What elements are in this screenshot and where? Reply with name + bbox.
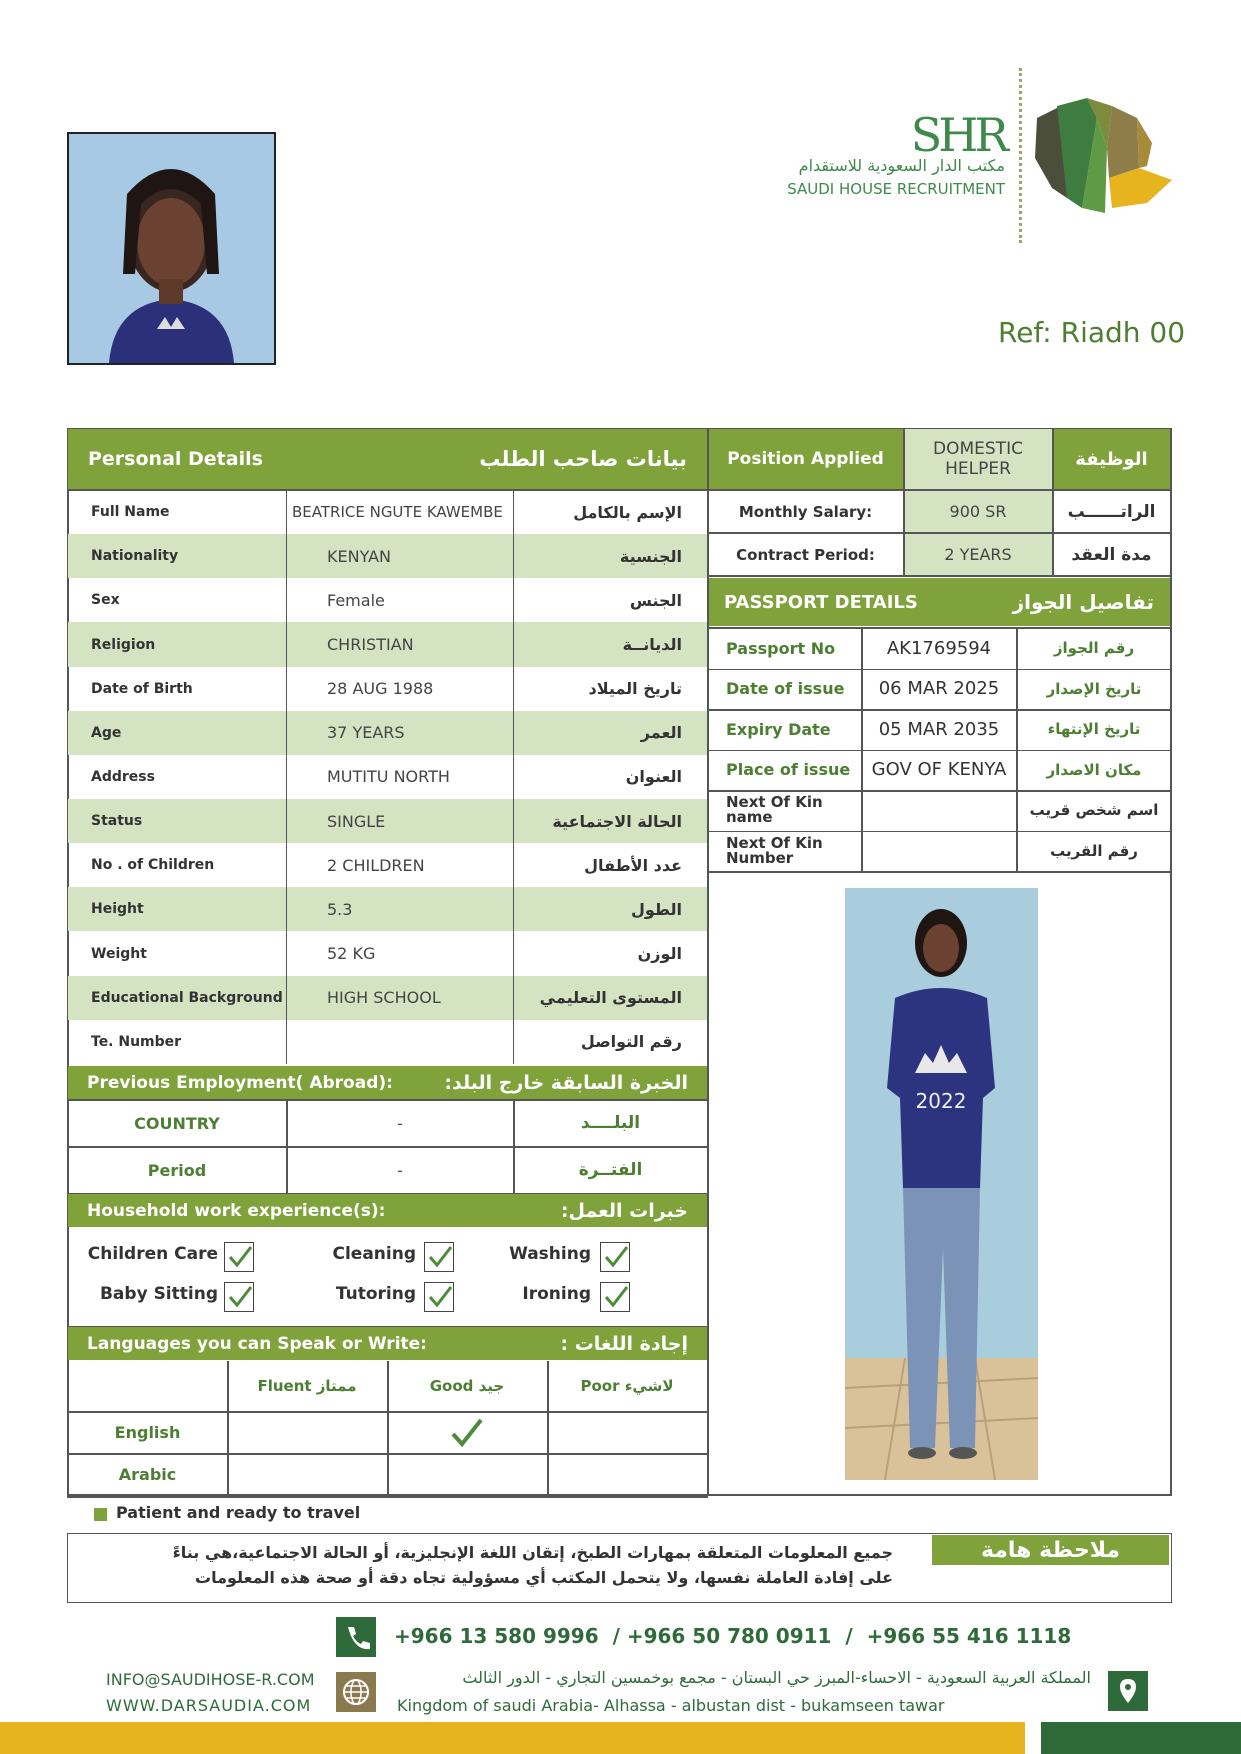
personal-value: 5.3 (287, 887, 513, 931)
important-note-title: ملاحظة هامة (932, 1535, 1169, 1565)
language-level-check (387, 1411, 547, 1453)
col-divider (547, 1361, 549, 1496)
row-divider (708, 871, 1171, 873)
saudi-map-icon (1027, 88, 1177, 218)
check-icon (603, 1283, 629, 1309)
personal-label-ar: الديانــة (514, 622, 707, 666)
personal-label: Date of Birth (91, 680, 193, 697)
personal-label: No . of Children (91, 857, 215, 874)
full-body-photo (845, 888, 1038, 1480)
previous-label-ar: الفتــرة (578, 1160, 643, 1180)
personal-label-ar: الإسم بالكامل (573, 502, 682, 522)
household-skill-label: Cleaning (332, 1244, 416, 1264)
household-skill-label: Ironing (522, 1284, 591, 1304)
logo-divider (1019, 68, 1022, 243)
languages-title-ar: إجادة اللغات : (560, 1332, 688, 1355)
language-level-header: Good جيد (429, 1377, 505, 1395)
col-divider (227, 1361, 229, 1496)
important-note-line1: جميع المعلومات المتعلقة بمهارات الطبخ، إتقان اللغة الإنجليزية، أو الحالة الاجتماعية،هي بناءً (172, 1543, 893, 1562)
passport-label-ar: رقم القريب (1050, 841, 1138, 860)
position-applied-value: DOMESTIC HELPER (904, 429, 1052, 489)
personal-label: Nationality (68, 534, 286, 578)
personal-label-ar: عدد الأطفال (584, 855, 682, 875)
personal-label: Weight (91, 945, 147, 962)
personal-label-ar: الجنسية (514, 534, 707, 578)
position-row-label: Monthly Salary: (738, 502, 873, 521)
personal-value: KENYAN (287, 534, 513, 578)
position-row-value: 900 SR (904, 491, 1052, 532)
personal-label-ar: الطول (514, 887, 707, 931)
row-divider (708, 489, 1171, 491)
household-skill-label: Baby Sitting (99, 1284, 218, 1304)
personal-label: Educational Background (68, 976, 286, 1020)
personal-value: MUTITU NORTH (327, 767, 450, 787)
previous-title-ar: الخبرة السابقة خارج البلد: (444, 1071, 688, 1094)
household-skill-label: Children Care (87, 1244, 218, 1264)
household-title-en: Household work experience(s): (87, 1200, 386, 1221)
personal-label-ar: العمر (514, 711, 707, 755)
row-divider (67, 1099, 708, 1101)
position-row-ar: الراتــــــب (1067, 501, 1156, 522)
col-divider (1016, 628, 1018, 871)
passport-label-ar: تاريخ الإصدار (1046, 679, 1142, 698)
passport-label: Expiry Date (726, 719, 831, 739)
brand-name-ar: مكتب الدار السعودية للاستقدام (798, 156, 1005, 175)
passport-title-en: PASSPORT DETAILS (724, 591, 918, 613)
col-divider (861, 628, 863, 871)
location-icon (1108, 1671, 1148, 1711)
check-icon (227, 1243, 253, 1269)
personal-details-header (68, 429, 707, 489)
personal-label-ar: الجنس (629, 590, 682, 610)
address-ar: المملكة العربية السعودية - الاحساء-المبرز حي البستان - مجمع بوخمسين التجاري - الدور الثالث (462, 1668, 1091, 1687)
previous-value: - (397, 1113, 403, 1133)
personal-label: Full Name (91, 504, 170, 521)
previous-title-en: Previous Employment( Abroad): (87, 1072, 393, 1093)
language-level-header: Poor لاشيء (580, 1377, 674, 1395)
household-checkbox[interactable] (424, 1242, 454, 1272)
personal-value: SINGLE (287, 799, 513, 843)
check-icon (603, 1243, 629, 1269)
personal-value: HIGH SCHOOL (287, 976, 513, 1020)
position-row-ar: مدة العقد (1071, 544, 1152, 565)
passport-label: Place of issue (726, 760, 851, 780)
previous-label: COUNTRY (134, 1113, 220, 1133)
check-icon (227, 1283, 253, 1309)
personal-value: CHRISTIAN (287, 622, 513, 666)
language-name: Arabic (118, 1465, 177, 1484)
personal-label: Sex (91, 592, 120, 609)
passport-label: Next Of Kin name (726, 793, 823, 827)
personal-label-ar: تاريخ الميلاد (588, 679, 682, 699)
personal-label-ar: رقم التواصل (580, 1032, 682, 1052)
household-checkbox[interactable] (424, 1282, 454, 1312)
personal-value: 2 CHILDREN (327, 855, 425, 875)
col-divider (903, 429, 905, 576)
position-applied-label: Position Applied (708, 429, 903, 489)
col-divider (286, 1100, 288, 1193)
footer-bar-yellow (0, 1722, 1025, 1754)
household-checkbox[interactable] (600, 1242, 630, 1272)
check-icon (427, 1283, 453, 1309)
brand-logo (787, 68, 1180, 243)
household-checkbox[interactable] (224, 1282, 254, 1312)
passport-details-header (708, 578, 1170, 626)
row-divider (708, 575, 1171, 577)
household-checkbox[interactable] (600, 1282, 630, 1312)
previous-value: - (397, 1160, 403, 1180)
position-row-value: 2 YEARS (904, 534, 1052, 575)
col-divider (513, 1100, 515, 1193)
personal-value: 37 YEARS (287, 711, 513, 755)
logo-letters: SHR (910, 108, 1005, 162)
passport-label-ar: رقم الجواز (1053, 639, 1135, 658)
website-link[interactable]: WWW.DARSAUDIA.COM (106, 1696, 312, 1715)
personal-label: Age (68, 711, 286, 755)
travel-note: Patient and ready to travel (116, 1503, 361, 1522)
portrait-photo (67, 132, 276, 365)
position-row-label: Contract Period: (736, 545, 875, 564)
household-skill-label: Washing (509, 1244, 591, 1264)
brand-name-en: SAUDI HOUSE RECRUITMENT (787, 180, 1005, 198)
personal-label-ar: الحالة الاجتماعية (514, 799, 707, 843)
passport-label-ar: مكان الاصدار (1046, 760, 1142, 779)
svg-text:2022: 2022 (915, 1089, 967, 1113)
phone-icon (336, 1617, 376, 1657)
previous-label-ar: البلــــد (580, 1113, 641, 1133)
passport-label: Next Of Kin Number (726, 833, 823, 867)
check-icon (427, 1243, 453, 1269)
passport-label: Passport No (726, 638, 836, 658)
travel-bullet (94, 1508, 107, 1521)
personal-col-line (513, 490, 514, 1064)
passport-value: GOV OF KENYA (871, 759, 1007, 781)
passport-value: 05 MAR 2035 (878, 718, 1000, 740)
check-icon (449, 1416, 485, 1448)
personal-value: 52 KG (327, 944, 376, 964)
passport-label-ar: تاريخ الإنتهاء (1047, 720, 1141, 739)
row-divider (708, 627, 1171, 629)
personal-col-line (286, 490, 287, 1064)
footer-bar-green (1041, 1722, 1241, 1754)
personal-label: Height (68, 887, 286, 931)
col-divider (1052, 429, 1054, 576)
globe-icon (336, 1672, 376, 1712)
languages-header (68, 1327, 707, 1360)
personal-label: Te. Number (91, 1033, 182, 1050)
passport-value: 06 MAR 2025 (878, 678, 1000, 700)
personal-label-ar: العنوان (625, 767, 682, 787)
household-checkbox[interactable] (224, 1242, 254, 1272)
email-link[interactable]: INFO@SAUDIHOSE-R.COM (106, 1670, 315, 1689)
personal-value (287, 1020, 513, 1064)
personal-label: Status (68, 799, 286, 843)
personal-label: Address (91, 768, 155, 785)
personal-label: Religion (68, 622, 286, 666)
row-divider (67, 1496, 708, 1498)
household-header (68, 1194, 707, 1227)
previous-label: Period (147, 1160, 207, 1180)
address-en: Kingdom of saudi Arabia- Alhassa - albustan dist - bukamseen tawar (397, 1696, 945, 1715)
important-note-line2: على إفادة العاملة نفسها، ولا يتحمل المكتب أي مسؤولية تجاه دقة أو صحة هذه المعلومات (195, 1568, 893, 1587)
previous-employment-header (68, 1066, 707, 1099)
passport-value (862, 790, 1016, 831)
passport-label-ar: اسم شخص قريب (1029, 801, 1159, 820)
passport-label: Date of issue (726, 679, 845, 699)
household-title-ar: خبرات العمل: (560, 1199, 688, 1222)
household-skill-label: Tutoring (335, 1284, 416, 1304)
col-divider (387, 1361, 389, 1496)
position-applied-ar: الوظيفة (1053, 429, 1170, 489)
reference-number: Ref: Riadh 00 (998, 316, 1186, 349)
passport-title-ar: تفاصيل الجواز (1012, 590, 1154, 614)
language-level-header: Fluent ممتاز (257, 1377, 357, 1395)
personal-value: Female (327, 590, 385, 610)
personal-title-ar: بيانات صاحب الطلب (479, 447, 687, 471)
language-name: English (114, 1422, 181, 1442)
personal-value: 28 AUG 1988 (327, 679, 434, 699)
personal-label-ar: الوزن (637, 944, 682, 964)
personal-title-en: Personal Details (88, 448, 263, 470)
passport-value (862, 831, 1016, 872)
personal-label-ar: المستوى التعليمي (514, 976, 707, 1020)
passport-value: AK1769594 (886, 637, 992, 659)
languages-title-en: Languages you can Speak or Write: (87, 1333, 427, 1354)
personal-value: BEATRICE NGUTE KAWEMBE (292, 503, 503, 522)
phone-numbers: +966 13 580 9996 / +966 50 780 0911 / +966 55 416 1118 (394, 1624, 1072, 1648)
